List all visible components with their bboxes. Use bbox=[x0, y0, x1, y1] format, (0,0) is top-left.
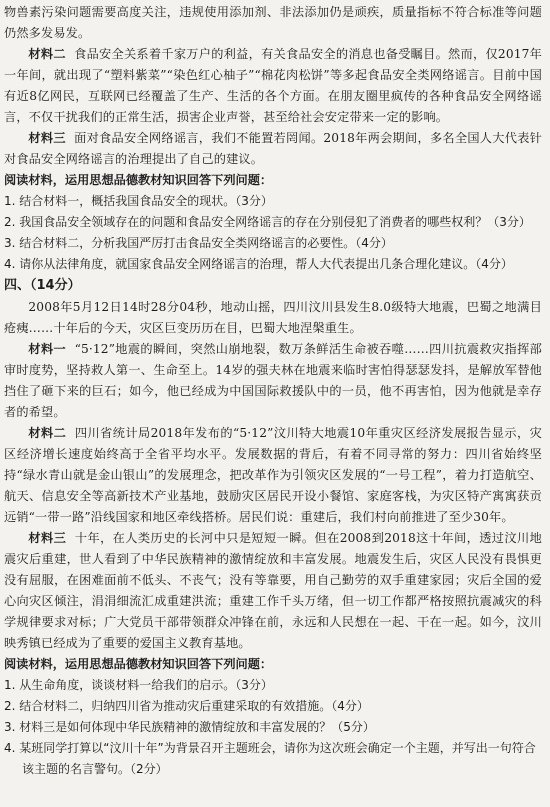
s4-material-3-text: 十年，在人类历史的长河中只是短短一瞬。但在2008到2018这十年间，透过汶川地震灾后重建，世人看到了中华民族精神的激情绽放和丰富发展。地震发生后，灾区人民没有畏惧更没有屈服，在困难面前不低头、不丧气；没有等靠要，用自己勤劳的双手重建家园；灾后全国的爱心向灾区倾注，涓涓细流汇成重建洪流；重建工作千头万绪，但一切工作都严格按照抗震减灾的科学规律要求对标；广大党员干部带领群众冲锋在前，永远和人民想在一起、干在一起。如今，汶川映秀镇已经成为了重要的爱国主义教育基地。 bbox=[4, 531, 542, 650]
s4-material-3-label: 材料三 bbox=[28, 531, 67, 545]
instruction-1: 阅读材料，运用思想品德教材知识回答下列问题： bbox=[4, 173, 273, 187]
s4-material-1-paragraph bbox=[4, 339, 542, 423]
question-2-4: 4. 某班同学打算以“汶川十年”为背景召开主题班会，请你为这次班会确定一个主题，并写出一句符合该主题的名言警句。（2分） bbox=[4, 741, 536, 776]
section-4-intro: 2008年5月12日14时28分04秒，地动山摇，四川汶川县发生8.0级特大地震，巴蜀之地满目疮痍……十年后的今天，灾区巨变历历在目，巴蜀大地涅槃重生。 bbox=[4, 300, 542, 335]
question-1-3: 3. 结合材料二，分析我国严厉打击食品安全类网络谣言的必要性。（4分） bbox=[4, 236, 393, 250]
s4-material-3-paragraph bbox=[4, 528, 542, 654]
material-2-text: 食品安全关系着千家万户的利益，有关食品安全的消息也备受瞩目。然而，仅2017年一年间，就出现了“塑料紫菜”“染色红心柚子”“棉花肉松饼”等多起食品安全类网络谣言。目前中国有近8亿网民，互联网已经覆盖了生产、生活的各个方面。在朋友圈里疯传的各种食品安全网络谣言，不仅干扰我们的正常生活，损害企业声誉，甚至给社会安定带来一定的影响。 bbox=[4, 47, 542, 124]
instruction-2: 阅读材料，运用思想品德教材知识回答下列问题： bbox=[4, 657, 273, 671]
material-3-label: 材料三 bbox=[28, 131, 66, 145]
s4-material-1-text: “5·12”地震的瞬间，突然山崩地裂，数万条鲜活生命被吞噬……四川抗震救灾指挥部审时度势，坚持救人第一、生命至上。14岁的强夫林在地震来临时害怕得瑟瑟发抖，是解放军替他挡住了砸下来的巨石；如今，他已经成为中国国际救援队中的一员，他不再害怕，因为他就是幸存者的希望。 bbox=[4, 342, 542, 419]
material-3-text: 面对食品安全网络谣言，我们不能置若罔闻。2018年两会期间，多名全国人大代表针对食品安全网络谣言的治理提出了自己的建议。 bbox=[4, 131, 542, 166]
question-2-3: 3. 材料三是如何体现中华民族精神的激情绽放和丰富发展的？（5分） bbox=[4, 720, 375, 734]
s4-material-1-label: 材料一 bbox=[28, 342, 67, 356]
question-2-1: 1. 从生命角度，谈谈材料一给我们的启示。（3分） bbox=[4, 678, 273, 692]
material-2-paragraph bbox=[4, 44, 542, 128]
section-4-heading: 四、（14分） bbox=[4, 278, 81, 293]
material-2-label: 材料二 bbox=[28, 47, 66, 61]
s4-material-2-paragraph bbox=[4, 423, 542, 528]
s4-material-2-label: 材料二 bbox=[28, 426, 67, 440]
question-2-2: 2. 结合材料二，归纳四川省为推动灾后重建采取的有效措施。（4分） bbox=[4, 699, 369, 713]
intro-paragraph: 物兽素污染问题需要高度关注，违规使用添加剂、非法添加仍是顽疾，质量指标不符合标准等问题仍然多发易发。 bbox=[4, 5, 542, 40]
s4-material-2-text: 四川省统计局2018年发布的“5·12”汶川特大地震10年重灾区经济发展报告显示，灾区经济增长速度始终高于全省平均水平。发展数据的背后，有着不同寻常的努力：四川省始终坚持“绿水青山就是金山银山”的发展理念，把改革作为引领灾区发展的“一号工程”，着力打造航空、航天、信息安全等高新技术产业基地，鼓励灾区居民开设小餐馆、家庭客栈，为灾区特产寓寓获贡远销“一带一路”沿线国家和地区牵线搭桥。居民们说：重建后，我们村向前推进了至少30年。 bbox=[4, 426, 543, 524]
question-1-1: 1. 结合材料一，概括我国食品安全的现状。（3分） bbox=[4, 194, 273, 208]
question-1-2: 2. 我国食品安全领域存在的问题和食品安全网络谣言的存在分别侵犯了消费者的哪些权利？（3分） bbox=[4, 215, 531, 229]
question-1-4: 4. 请你从法律角度，就国家食品安全网络谣言的治理，帮人大代表提出几条合理化建议。（4分） bbox=[4, 257, 513, 271]
material-3-paragraph bbox=[4, 128, 542, 170]
